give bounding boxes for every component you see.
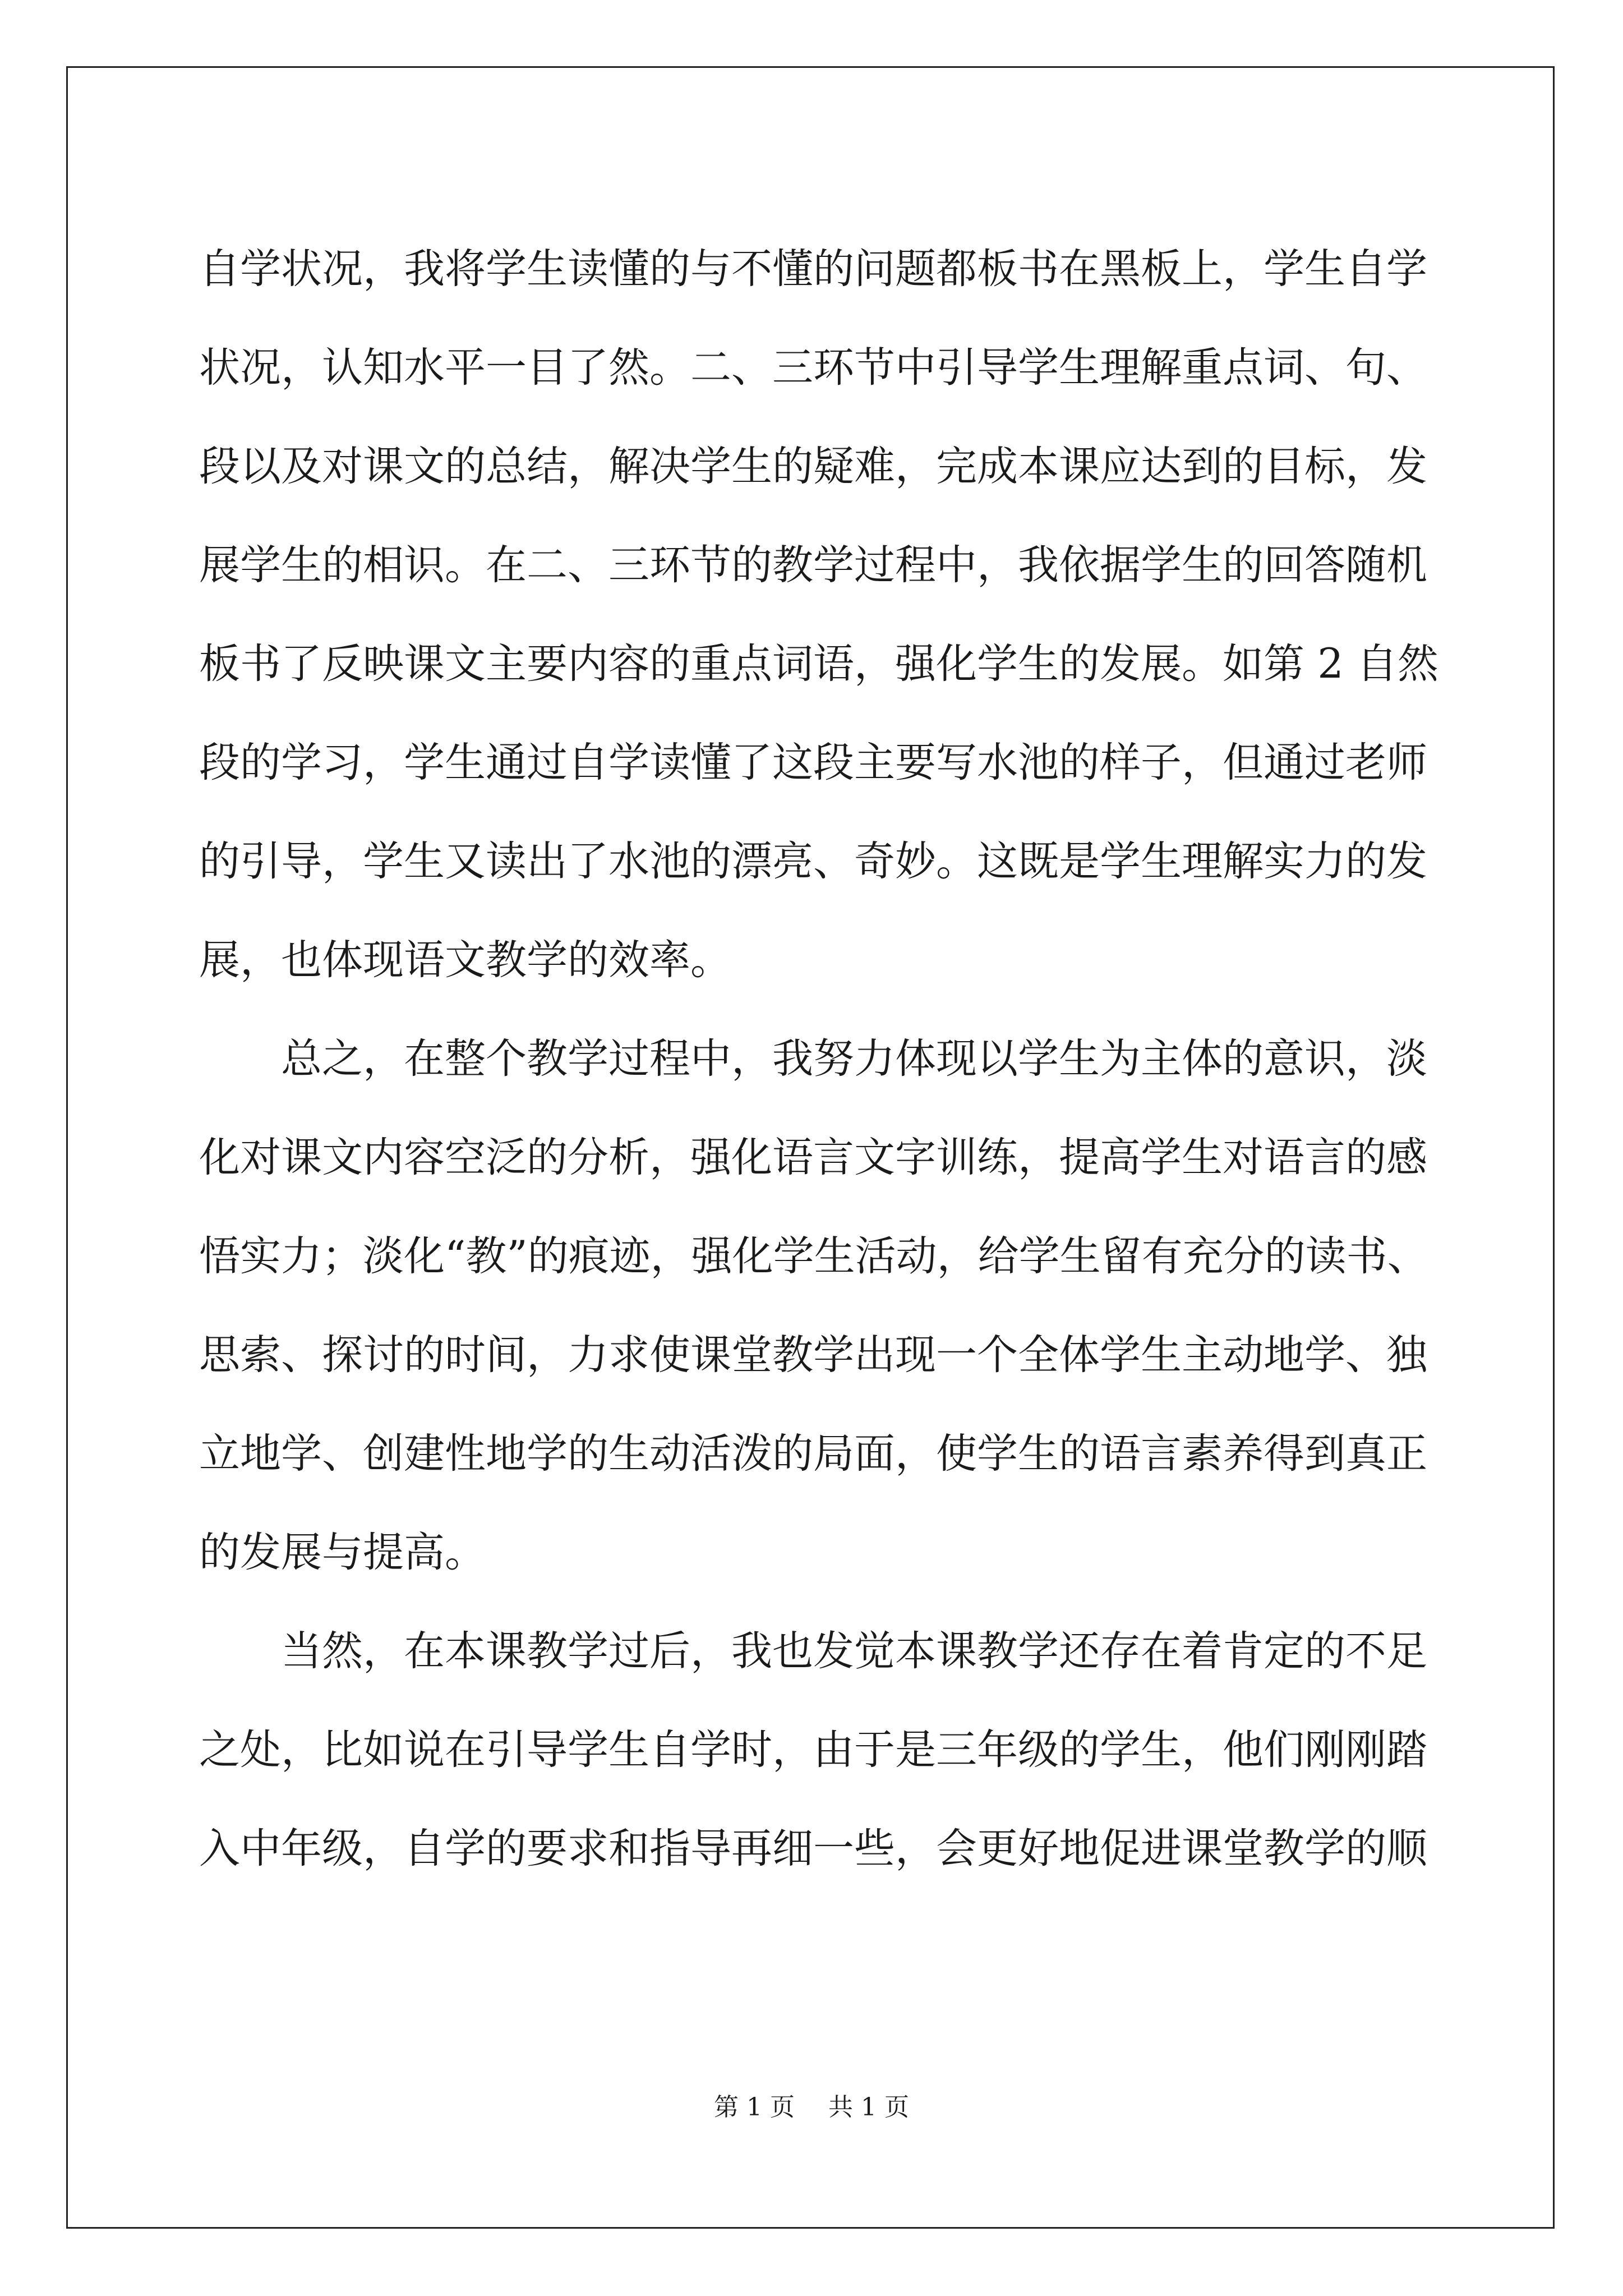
page-footer: [0, 2087, 1623, 2123]
text-line: 化对课文内容空泛的分析，强化语言文字训练，提高学生对语言的感: [199, 1134, 1427, 1181]
text-line: 展学生的相识。在二、三环节的教学过程中，我依据学生的回答随机: [199, 541, 1427, 589]
text-line: 展，也体现语文教学的效率。: [199, 936, 731, 984]
text-line: 的发展与提高。: [199, 1529, 486, 1576]
text-line: 立地学、创建性地学的生动活泼的局面，使学生的语言素养得到真正: [199, 1430, 1427, 1478]
page-number: 第 1 页: [714, 2093, 795, 2122]
document-body: [199, 220, 1461, 1898]
paragraph-start-line: 总之，在整个教学过程中，我努力体现以学生为主体的意识，淡: [281, 1035, 1427, 1083]
text-line: 板书了反映课文主要内容的重点词语，强化学生的发展。如第 2 自然: [199, 640, 1438, 688]
text-line: 之处，比如说在引导学生自学时，由于是三年级的学生，他们刚刚踏: [199, 1726, 1427, 1774]
text-line: 状况，认知水平一目了然。二、三环节中引导学生理解重点词、句、: [199, 344, 1427, 392]
text-line: 的引导，学生又读出了水池的漂亮、奇妙。这既是学生理解实力的发: [199, 838, 1427, 885]
text-line: 悟实力；淡化“教”的痕迹，强化学生活动，给学生留有充分的读书、: [199, 1232, 1428, 1280]
text-line: 段的学习，学生通过自学读懂了这段主要写水池的样子，但通过老师: [199, 739, 1427, 786]
text-line: 入中年级，自学的要求和指导再细一些，会更好地促进课堂教学的顺: [199, 1825, 1427, 1872]
text-line: 思索、探讨的时间，力求使课堂教学出现一个全体学生主动地学、独: [199, 1331, 1427, 1379]
text-line: 段以及对课文的总结，解决学生的疑难，完成本课应达到的目标，发: [199, 443, 1427, 490]
text-line: 自学状况，我将学生读懂的与不懂的问题都板书在黑板上，学生自学: [199, 245, 1427, 293]
paragraph-start-line: 当然，在本课教学过后，我也发觉本课教学还存在着肯定的不足: [281, 1627, 1427, 1675]
page-total: 共 1 页: [828, 2093, 909, 2122]
